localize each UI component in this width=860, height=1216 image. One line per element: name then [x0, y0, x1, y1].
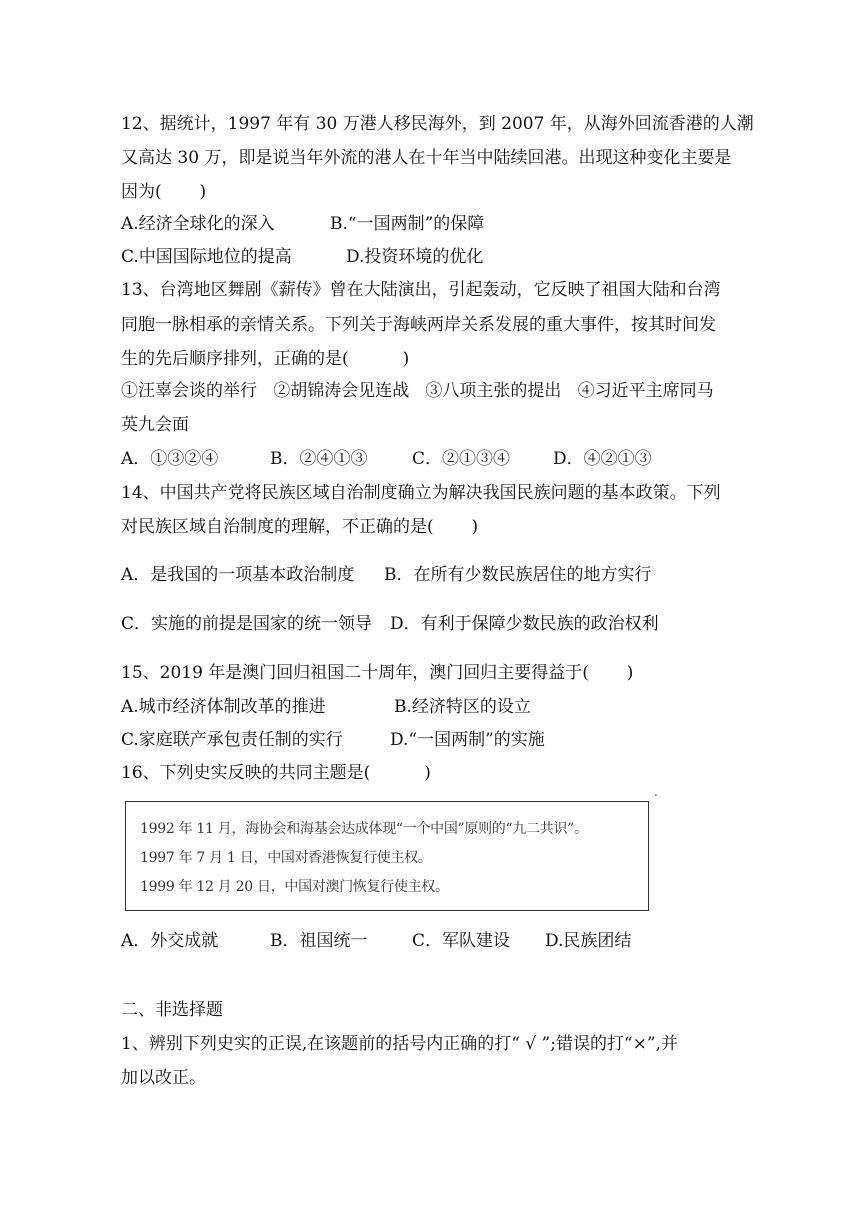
q16-stem: 16、下列史实反映的共同主题是( ) [121, 763, 431, 783]
q16-option-c: C．军队建设 [412, 931, 511, 951]
q13-events-line1: ①汪辜会谈的举行 ②胡锦涛会见连战 ③八项主张的提出 ④习近平主席同马 [121, 381, 714, 401]
q12-stem-line2: 又高达 30 万，即是说当年外流的港人在十年当中陆续回港。出现这种变化主要是 [121, 148, 732, 168]
q15-option-d: D.“一国两制”的实施 [390, 730, 545, 750]
q12-stem-line1: 12、据统计，1997 年有 30 万港人移民海外，到 2007 年，从海外回流香港的人潮 [121, 114, 754, 134]
q16-option-d: D.民族团结 [545, 931, 632, 951]
q12-option-c: C.中国国际地位的提高 [121, 247, 292, 267]
q14-option-c: C．实施的前提是国家的统一领导 [121, 614, 373, 634]
q13-option-d: D．④②①③ [553, 449, 652, 469]
q16-material-line1: 1992 年 11 月，海协会和海基会达成体现“一个中国”原则的“九二共识”。 [140, 821, 588, 837]
q12-option-d: D.投资环境的优化 [346, 247, 484, 267]
q13-stem-line1: 13、台湾地区舞剧《薪传》曾在大陆演出，引起轰动，它反映了祖国大陆和台湾 [121, 280, 721, 300]
q12-stem-line3: 因为( ) [121, 182, 207, 202]
q14-option-a: A．是我国的一项基本政治制度 [121, 565, 355, 585]
q15-option-a: A.城市经济体制改革的推进 [121, 697, 326, 717]
q13-option-a: A．①③②④ [121, 449, 219, 469]
section-title: 二、非选择题 [121, 1000, 223, 1020]
q14-stem-line2: 对民族区域自治制度的理解，不正确的是( ) [121, 517, 479, 537]
q14-option-b: B．在所有少数民族居住的地方实行 [384, 565, 652, 585]
q12-option-a: A.经济全球化的深入 [121, 214, 275, 234]
q13-stem-line3: 生的先后顺序排列，正确的是( ) [121, 349, 410, 369]
q16-stray-dot: . [654, 785, 658, 799]
section2-q1-line2: 加以改正。 [121, 1068, 206, 1088]
q13-events-line2: 英九会面 [121, 415, 189, 435]
q14-stem-line1: 14、中国共产党将民族区域自治制度确立为解决我国民族问题的基本政策。下列 [121, 483, 721, 503]
q16-material-line3: 1999 年 12 月 20 日，中国对澳门恢复行使主权。 [140, 879, 449, 895]
q13-option-c: C．②①③④ [412, 449, 511, 469]
q13-option-b: B．②④①③ [270, 449, 368, 469]
q15-option-b: B.经济特区的设立 [394, 697, 531, 717]
q16-option-b: B．祖国统一 [270, 931, 368, 951]
q16-material-line2: 1997 年 7 月 1 日，中国对香港恢复行使主权。 [140, 850, 432, 866]
section2-q1-line1: 1、辨别下列史实的正误,在该题前的括号内正确的打“ √ ”;错误的打“×”,并 [121, 1034, 678, 1054]
q15-stem: 15、2019 年是澳门回归祖国二十周年，澳门回归主要得益于( ) [121, 663, 634, 683]
q12-option-b: B.“一国两制”的保障 [330, 214, 485, 234]
q13-stem-line2: 同胞一脉相承的亲情关系。下列关于海峡两岸关系发展的重大事件，按其时间发 [121, 315, 716, 335]
q16-option-a: A．外交成就 [121, 931, 219, 951]
q16-material-box [125, 801, 649, 911]
q15-option-c: C.家庭联产承包责任制的实行 [121, 730, 343, 750]
q14-option-d: D．有利于保障少数民族的政治权利 [390, 614, 659, 634]
